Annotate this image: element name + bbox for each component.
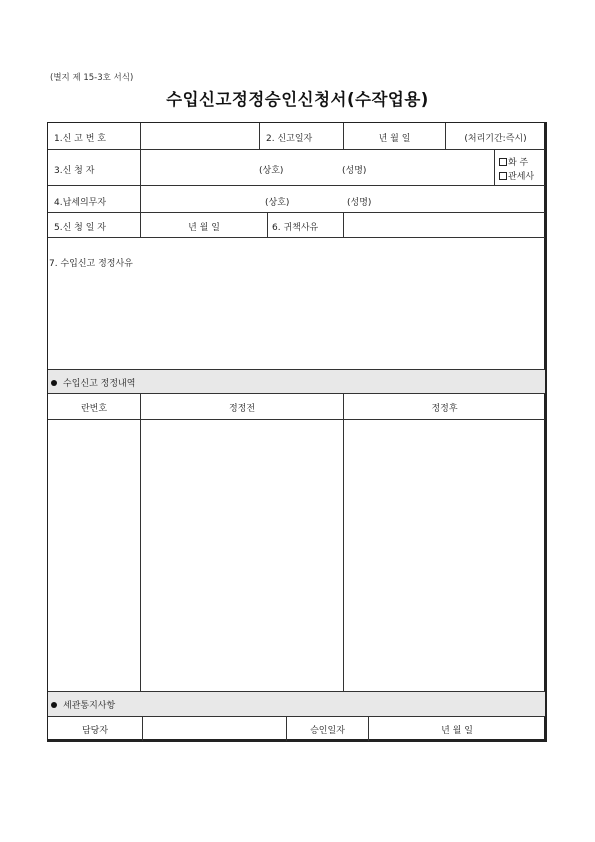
declaration-date-label: 2. 신고일자	[266, 134, 313, 144]
option-broker-label: 관세사	[508, 172, 535, 182]
column-header-before: 정정전	[228, 404, 256, 414]
applicant-name-label: (성명)	[342, 166, 367, 176]
column-header-after: 정정후	[431, 404, 458, 414]
processing-period: (처리기간:즉시)	[464, 134, 527, 144]
customs-section-title-text: 세관통지사항	[63, 701, 116, 711]
line-number-cell[interactable]	[48, 420, 140, 690]
checkbox-icon[interactable]	[499, 158, 507, 166]
customs-section-title	[51, 698, 115, 711]
declaration-number-label: 1.신 고 번 호	[54, 134, 106, 144]
form-title: 수입신고정정승인신청서(수작업용)	[166, 90, 429, 109]
customs-section-header-bg	[48, 691, 545, 716]
taxpayer-name-label: (성명)	[347, 198, 372, 208]
application-date-field[interactable]: 년 월 일	[188, 223, 220, 233]
officer-label: 담당자	[81, 726, 109, 736]
column-header-line-number: 란번호	[80, 404, 108, 414]
form-frame	[47, 122, 547, 742]
after-correction-cell[interactable]	[344, 420, 545, 690]
details-section-title-text: 수입신고 정정내역	[63, 379, 136, 389]
applicant-label: 3.신 청 자	[54, 166, 95, 176]
correction-reason-field[interactable]	[49, 271, 544, 367]
taxpayer-label: 4.납세의무자	[54, 198, 107, 208]
taxpayer-trade-name-label: (상호)	[265, 198, 290, 208]
applicant-trade-name-label: (상호)	[259, 166, 284, 176]
before-correction-cell[interactable]	[141, 420, 343, 690]
option-shipper-label: 화 주	[508, 158, 529, 168]
fault-reason-field[interactable]	[344, 212, 545, 237]
correction-reason-label: 7. 수입신고 정정사유	[49, 259, 133, 269]
declaration-number-field[interactable]	[141, 123, 259, 149]
fault-reason-label: 6. 귀책사유	[272, 223, 319, 233]
checkbox-shipper[interactable]	[499, 155, 528, 168]
bullet-icon	[51, 380, 57, 386]
approval-date-field[interactable]: 년 월 일	[441, 726, 473, 736]
form-number-note: (별지 제 15-3호 서식)	[50, 73, 134, 83]
bullet-icon	[51, 702, 57, 708]
checkbox-customs-broker[interactable]	[499, 169, 534, 182]
approval-date-label: 승인일자	[310, 726, 345, 736]
application-date-label: 5.신 청 일 자	[54, 223, 106, 233]
details-section-title	[51, 376, 135, 389]
declaration-date-field[interactable]: 년 월 일	[378, 134, 411, 144]
checkbox-icon[interactable]	[499, 172, 507, 180]
officer-field[interactable]	[143, 716, 286, 741]
